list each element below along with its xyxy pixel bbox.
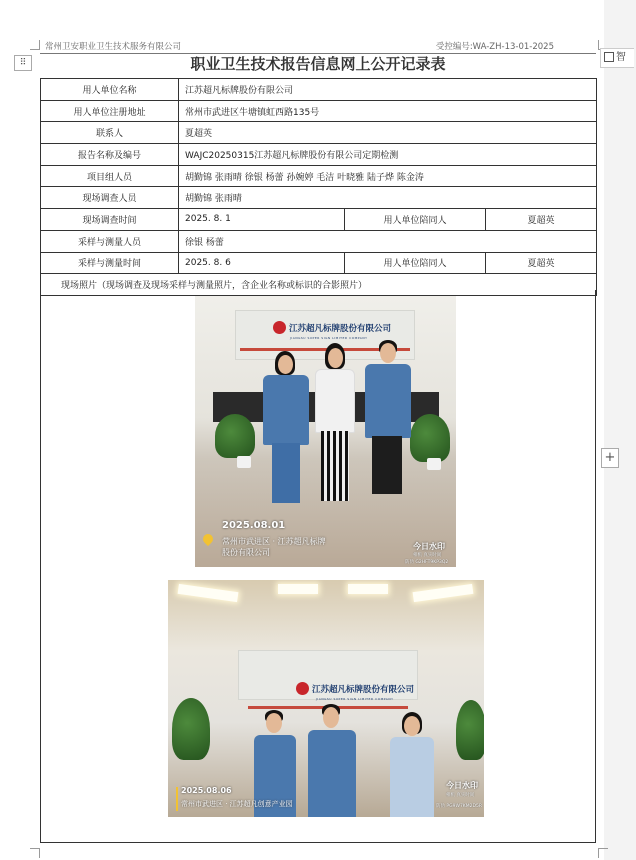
header-doc-number: 受控编号:WA-ZH-13-01-2025 xyxy=(435,42,554,52)
table-row xyxy=(41,165,597,187)
document-title: 职业卫生技术报告信息网上公开记录表 xyxy=(190,55,446,73)
survey-time-label: 现场调查时间 xyxy=(41,209,179,231)
table-move-handle[interactable]: ⠿ xyxy=(14,55,32,71)
ceiling-light xyxy=(278,584,318,594)
photo-location: 常州市武进区 · 江苏超凡创意产业园 xyxy=(181,800,293,808)
logo-mark-icon xyxy=(273,321,286,334)
address-value[interactable]: 常州市武进区牛塘镇虹西路135号 xyxy=(179,100,597,122)
watermark-brand: 今日水印 xyxy=(446,781,478,790)
table-row xyxy=(41,252,597,274)
company-sign-en: JIANGSU SUPER SIGN LIMITED COMPANY xyxy=(316,697,394,701)
ceiling-light xyxy=(178,584,239,602)
watermark-code: 防伪 PG9W7KM2D5R xyxy=(436,804,482,809)
header-company: 常州卫安职业卫生技术服务有限公司 xyxy=(45,42,182,52)
survey-staff-value[interactable]: 胡勤锦 张雨晴 xyxy=(179,187,597,209)
survey-staff-label: 现场调查人员 xyxy=(41,187,179,209)
ceiling-light xyxy=(413,584,474,602)
watermark-bar xyxy=(176,787,178,811)
report-value[interactable]: WAJC20250315江苏超凡标牌股份有限公司定期检测 xyxy=(179,144,597,166)
pot-left xyxy=(237,456,251,468)
table-row xyxy=(41,100,597,122)
survey-escort-label: 用人单位陪同人 xyxy=(345,209,486,231)
table-row xyxy=(41,187,597,209)
survey-time-value[interactable]: 2025. 8. 1 xyxy=(179,209,345,231)
contact-label: 联系人 xyxy=(41,122,179,144)
location-pin-icon xyxy=(201,532,215,546)
employer-label: 用人单位名称 xyxy=(41,79,179,101)
sampling-escort-value[interactable]: 夏超英 xyxy=(486,252,597,274)
report-label: 报告名称及编号 xyxy=(41,144,179,166)
pot-right xyxy=(427,458,441,470)
photo-location-line2: 股份有限公司 xyxy=(222,548,270,557)
contact-value[interactable]: 夏超英 xyxy=(179,122,597,144)
panel-icon xyxy=(604,52,614,62)
logo-mark-icon xyxy=(296,682,309,695)
crop-mark-top-left xyxy=(30,40,40,50)
plant-left xyxy=(172,698,210,760)
photos-label: 现场照片（现场调查及现场采样与测量照片，含企业名称或标识的合影照片） xyxy=(41,274,597,296)
table-row xyxy=(41,79,597,101)
company-sign-text: 江苏超凡标牌股份有限公司 xyxy=(289,323,392,334)
watermark-subtitle: 相机 真实时间 xyxy=(413,553,442,558)
plant-right xyxy=(456,700,484,760)
team-value[interactable]: 胡勤锦 张雨晴 徐银 杨蕾 孙婉婷 毛洁 叶晓雅 陆子烨 陈金涛 xyxy=(179,165,597,187)
photo-location-line1: 常州市武进区 · 江苏超凡标牌 xyxy=(222,537,326,546)
company-logo xyxy=(296,682,414,695)
employer-value[interactable]: 江苏超凡标牌股份有限公司 xyxy=(179,79,597,101)
site-survey-photo[interactable] xyxy=(195,296,456,567)
company-sign-en: JIANGSU SUPER SIGN LIMITED COMPANY xyxy=(290,336,368,340)
crop-mark-bottom-left xyxy=(30,848,40,858)
plant-right xyxy=(410,414,450,462)
sampling-escort-label: 用人单位陪同人 xyxy=(345,252,486,274)
photo-location xyxy=(222,536,326,558)
photo-date: 2025.08.06 xyxy=(181,786,232,795)
survey-escort-value[interactable]: 夏超英 xyxy=(486,209,597,231)
table-row xyxy=(41,230,597,252)
company-sign-text: 江苏超凡标牌股份有限公司 xyxy=(312,684,415,695)
plant-left xyxy=(215,414,255,458)
record-table xyxy=(40,78,597,296)
table-row xyxy=(41,122,597,144)
ceiling-light xyxy=(348,584,388,594)
watermark-subtitle: 相机 真实时间 xyxy=(446,793,475,798)
team-label: 项目组人员 xyxy=(41,165,179,187)
sampling-time-value[interactable]: 2025. 8. 6 xyxy=(179,252,345,274)
add-button[interactable]: + xyxy=(601,448,619,468)
watermark-code: 防伪 G2HFT9KP3Q2 xyxy=(405,560,449,565)
watermark-brand: 今日水印 xyxy=(413,542,445,551)
sampling-photo[interactable] xyxy=(168,580,484,817)
table-row xyxy=(41,144,597,166)
photo-date: 2025.08.01 xyxy=(222,520,286,531)
sampling-time-label: 采样与测量时间 xyxy=(41,252,179,274)
sampling-staff-label: 采样与测量人员 xyxy=(41,230,179,252)
side-panel-label: 智 xyxy=(616,52,626,63)
table-row xyxy=(41,209,597,231)
sampling-staff-value[interactable]: 徐银 杨蕾 xyxy=(179,230,597,252)
crop-mark-bottom-right xyxy=(598,848,608,858)
address-label: 用人单位注册地址 xyxy=(41,100,179,122)
company-logo xyxy=(273,321,391,334)
side-panel-button[interactable] xyxy=(600,48,634,68)
